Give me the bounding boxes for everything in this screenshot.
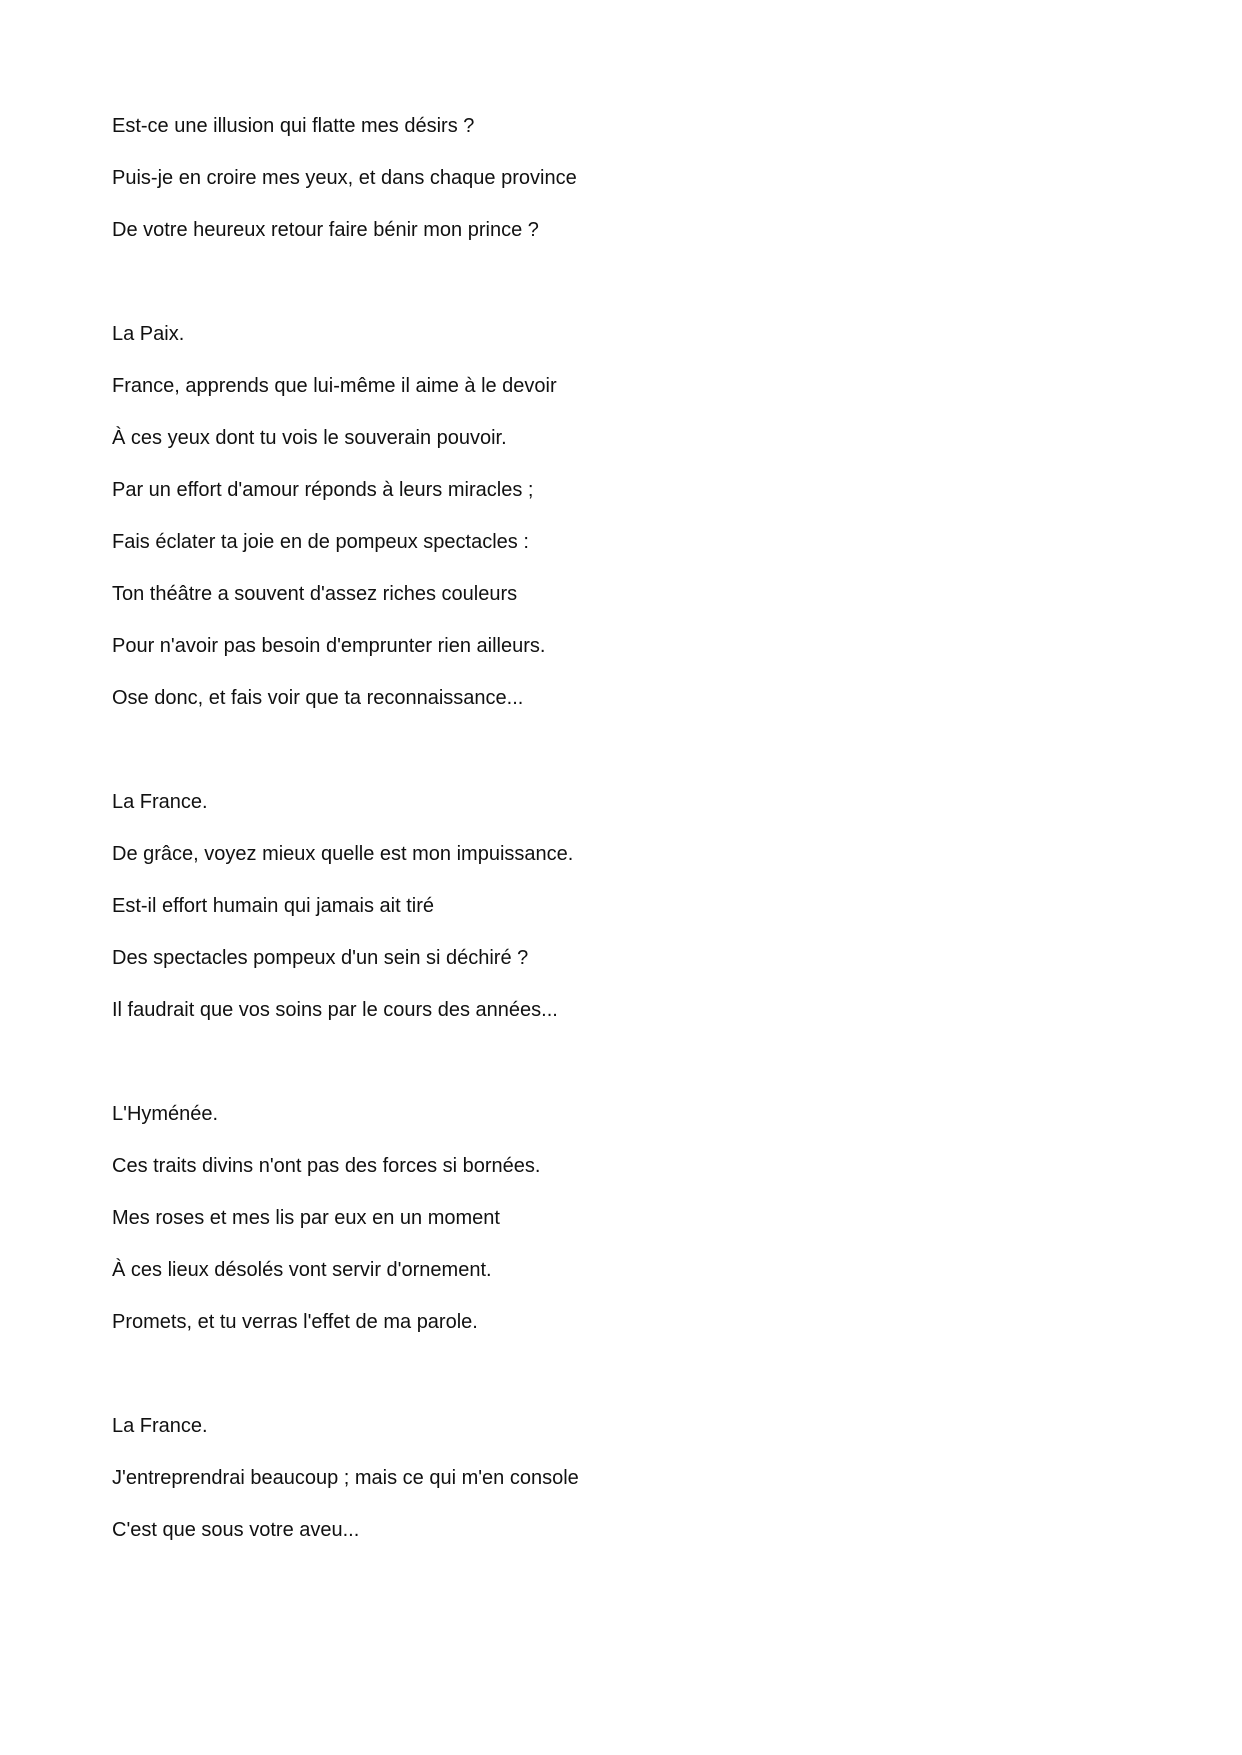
verse-line: Est-ce une illusion qui flatte mes désirs ? — [112, 115, 475, 137]
speaker-name: La Paix. — [112, 323, 185, 345]
verse-line: Ces traits divins n'ont pas des forces si bornées. — [112, 1155, 541, 1177]
verse-line: De votre heureux retour faire bénir mon prince ? — [112, 219, 539, 241]
verse-line: Pour n'avoir pas besoin d'emprunter rien ailleurs. — [112, 635, 546, 657]
verse-line: Promets, et tu verras l'effet de ma parole. — [112, 1311, 478, 1333]
verse-line: Par un effort d'amour réponds à leurs miracles ; — [112, 479, 534, 501]
speaker-name: L'Hyménée. — [112, 1103, 219, 1125]
verse-line: Fais éclater ta joie en de pompeux spectacles : — [112, 531, 529, 553]
verse-line: Est-il effort humain qui jamais ait tiré — [112, 895, 434, 917]
verse-line: À ces yeux dont tu vois le souverain pouvoir. — [112, 427, 507, 449]
verse-line: Ton théâtre a souvent d'assez riches couleurs — [112, 583, 518, 605]
speaker-name: La France. — [112, 791, 208, 813]
verse-line: À ces lieux désolés vont servir d'ornement. — [112, 1259, 492, 1281]
verse-line: J'entreprendrai beaucoup ; mais ce qui m'en console — [112, 1467, 579, 1489]
verse-line: De grâce, voyez mieux quelle est mon impuissance. — [112, 843, 574, 865]
speaker-name: La France. — [112, 1415, 208, 1437]
verse-line: Mes roses et mes lis par eux en un moment — [112, 1207, 500, 1229]
verse-line: Puis-je en croire mes yeux, et dans chaque province — [112, 167, 577, 189]
verse-line: Des spectacles pompeux d'un sein si déchiré ? — [112, 947, 529, 969]
verse-line: France, apprends que lui-même il aime à le devoir — [112, 375, 557, 397]
verse-line: Ose donc, et fais voir que ta reconnaissance... — [112, 687, 524, 709]
verse-line: C'est que sous votre aveu... — [112, 1519, 360, 1541]
verse-line: Il faudrait que vos soins par le cours des années... — [112, 999, 558, 1021]
